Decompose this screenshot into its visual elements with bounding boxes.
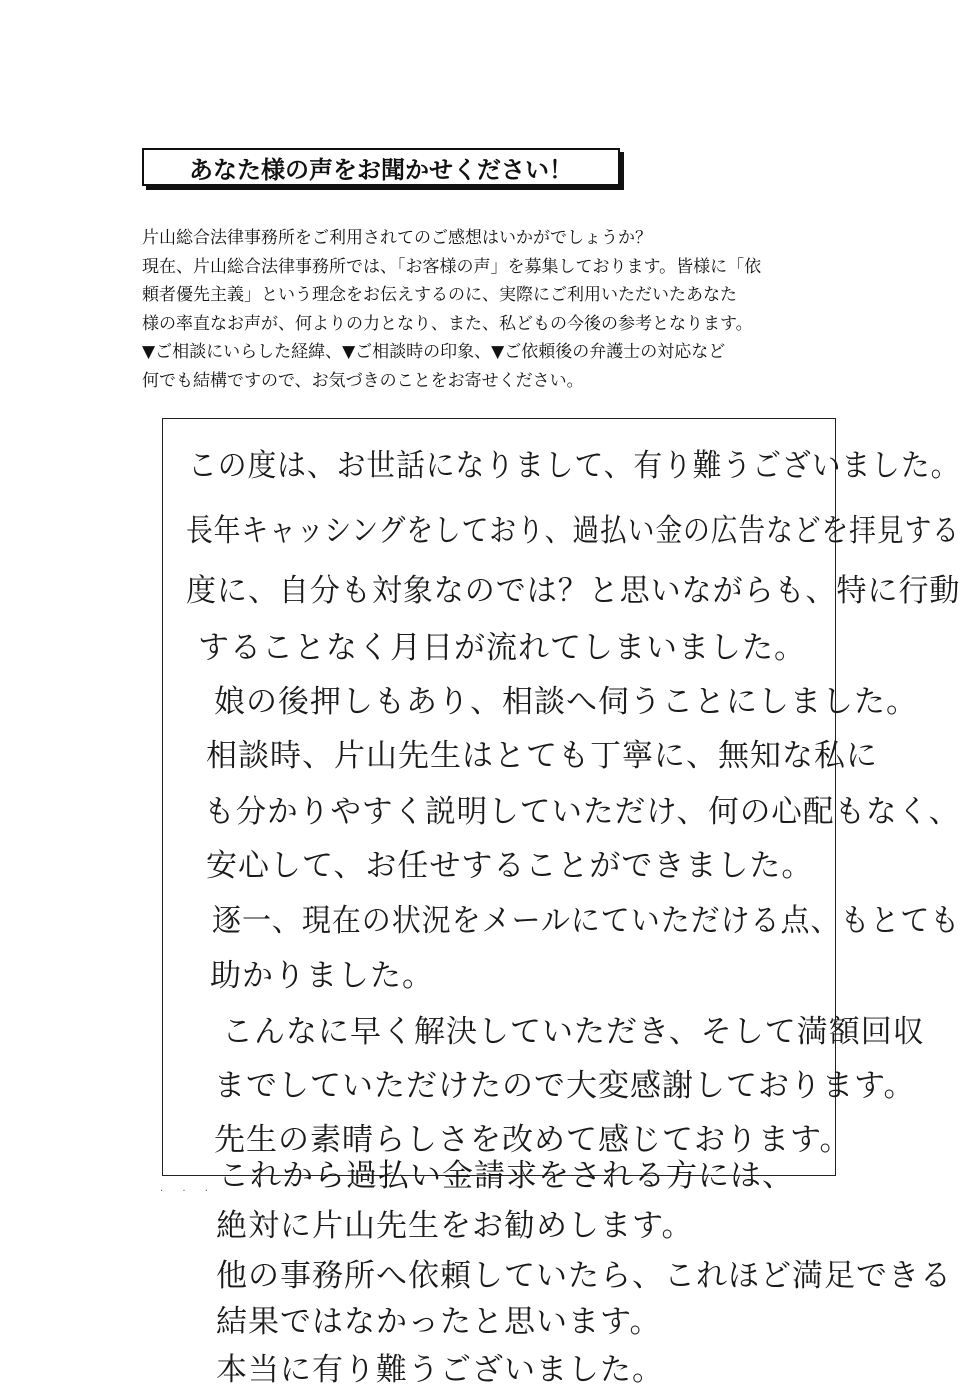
comment-line: 他の事務所へ依頼していたら、これほど満足できる [216,1258,952,1294]
comment-line: 度に、自分も対象なのでは？と思いながらも、特に行動 [186,573,961,609]
scan-dots: · · · [160,1186,216,1197]
intro-line: 現在、片山総合法律事務所では、「お客様の声」を募集しております。皆様に「依 [142,256,762,277]
comment-line: までしていただけたので大変感謝しております。 [214,1068,916,1104]
intro-line: 様の率直なお声が、何よりの力となり、また、私どもの今後の参考となります。 [142,313,753,334]
intro-line: 片山総合法律事務所をご利用されてのご感想はいかがでしょうか？ [142,228,652,248]
comment-line: これから過払い金請求をされる方には、 [218,1158,794,1194]
intro-line: 頼者優先主義」という理念をお伝えするのに、実際にご利用いただいたあなた [142,285,737,305]
comment-line: 逐一、現在の状況をメールにていただける点、もとても [212,903,961,939]
comment-line: 助かりました。 [210,958,434,994]
comment-line: この度は、お世話になりまして、有り難うございました。 [188,448,961,484]
intro-paragraph [142,224,862,395]
comment-line: 本当に有り難うございました。 [216,1352,664,1388]
comment-line: 相談時、片山先生はとても丁寧に、無知な私に [206,738,878,774]
comment-line: 結果ではなかったと思います。 [216,1304,662,1340]
intro-line: ▼ご相談にいらした経緯、▼ご相談時の印象、▼ご依頼後の弁護士の対応など [142,342,726,362]
comment-line: も分かりやすく説明していただけ、何の心配もなく、 [204,794,961,830]
comment-line: 絶対に片山先生をお勧めします。 [216,1208,694,1244]
comment-line: 安心して、お任せすることができました。 [206,848,814,884]
comment-line: 長年キャッシングをしており、過払い金の広告などを拝見する [186,513,960,549]
comment-box [162,418,836,1176]
intro-line: 何でも結構ですので、お気づきのことをお寄せください。 [142,370,584,391]
comment-line: することなく月日が流れてしまいました。 [198,630,806,666]
page-title: あなた様の声をお聞かせください！ [189,155,573,184]
page-title-box [142,148,620,186]
comment-line: 先生の素晴らしさを改めて感じております。 [214,1122,852,1158]
comment-line: 娘の後押しもあり、相談へ伺うことにしました。 [214,684,918,720]
comment-line: こんなに早く解決していただき、そして満額回収 [222,1014,925,1050]
